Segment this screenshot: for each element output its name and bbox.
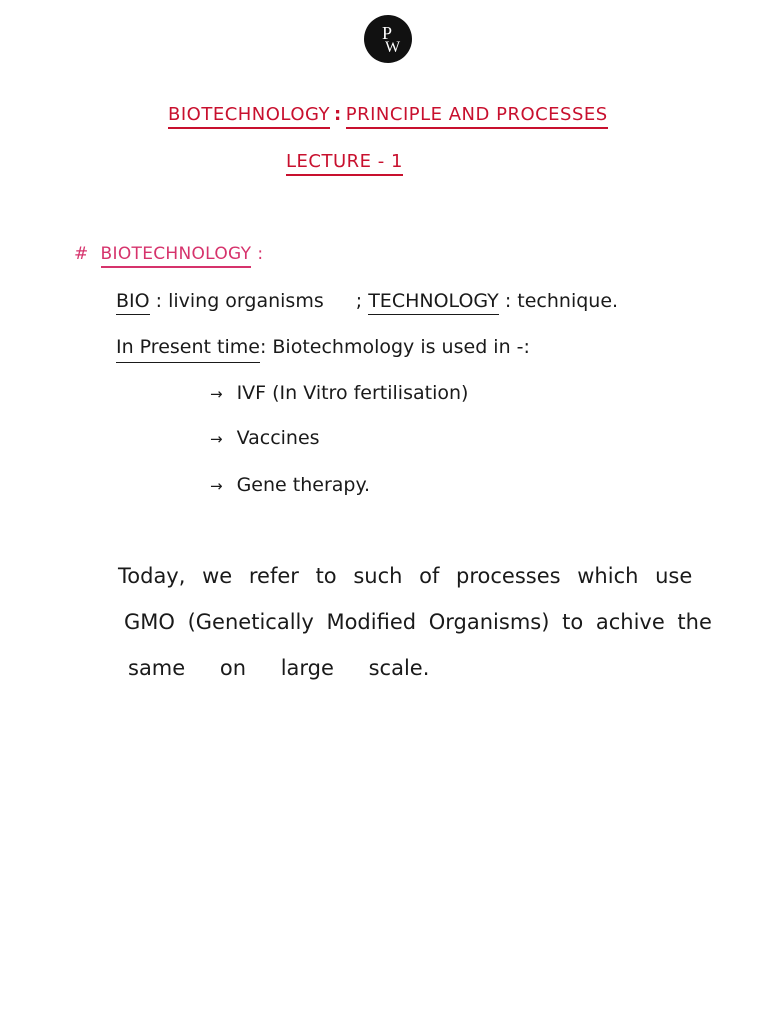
- title-part1: BIOTECHNOLOGY: [168, 104, 330, 129]
- list-item: [210, 474, 370, 496]
- arrow-icon: →: [210, 385, 223, 403]
- paragraph-line-3: same on large scale.: [128, 656, 430, 680]
- present-line: [116, 336, 530, 358]
- logo-letter-w: W: [385, 39, 401, 56]
- lecture-text: LECTURE - 1: [286, 151, 403, 176]
- paragraph-line-1: Today, we refer to such of processes which use: [118, 564, 693, 588]
- tech-definition: : technique.: [504, 290, 619, 312]
- lecture-label: [286, 151, 403, 172]
- list-item-text: Gene therapy.: [236, 474, 371, 496]
- present-label: In Present time: [116, 336, 260, 363]
- list-item: [210, 427, 320, 449]
- paragraph-line-2: GMO (Genetically Modified Organisms) to achive the: [124, 610, 712, 634]
- present-text: : Biotechmology is used in -:: [259, 336, 530, 358]
- tech-term: TECHNOLOGY: [368, 290, 499, 315]
- section-colon: :: [257, 244, 264, 264]
- list-item-text: Vaccines: [236, 427, 320, 449]
- arrow-icon: →: [210, 477, 223, 495]
- tech-prefix: ;: [355, 290, 363, 312]
- page-title: [168, 104, 608, 125]
- hash-icon: #: [74, 244, 89, 264]
- logo-letter-p: P: [382, 23, 393, 43]
- title-colon: :: [334, 104, 342, 125]
- pw-logo-icon: [363, 14, 413, 64]
- arrow-icon: →: [210, 430, 223, 448]
- definition-line: [116, 290, 618, 312]
- bio-term: BIO: [116, 290, 150, 315]
- bio-definition: : living organisms: [155, 290, 324, 312]
- list-item: [210, 382, 468, 404]
- list-item-text: IVF (In Vitro fertilisation): [236, 382, 469, 404]
- title-part2: PRINCIPLE AND PROCESSES: [346, 104, 608, 129]
- section-heading-text: BIOTECHNOLOGY: [101, 244, 252, 268]
- section-heading: [74, 244, 263, 264]
